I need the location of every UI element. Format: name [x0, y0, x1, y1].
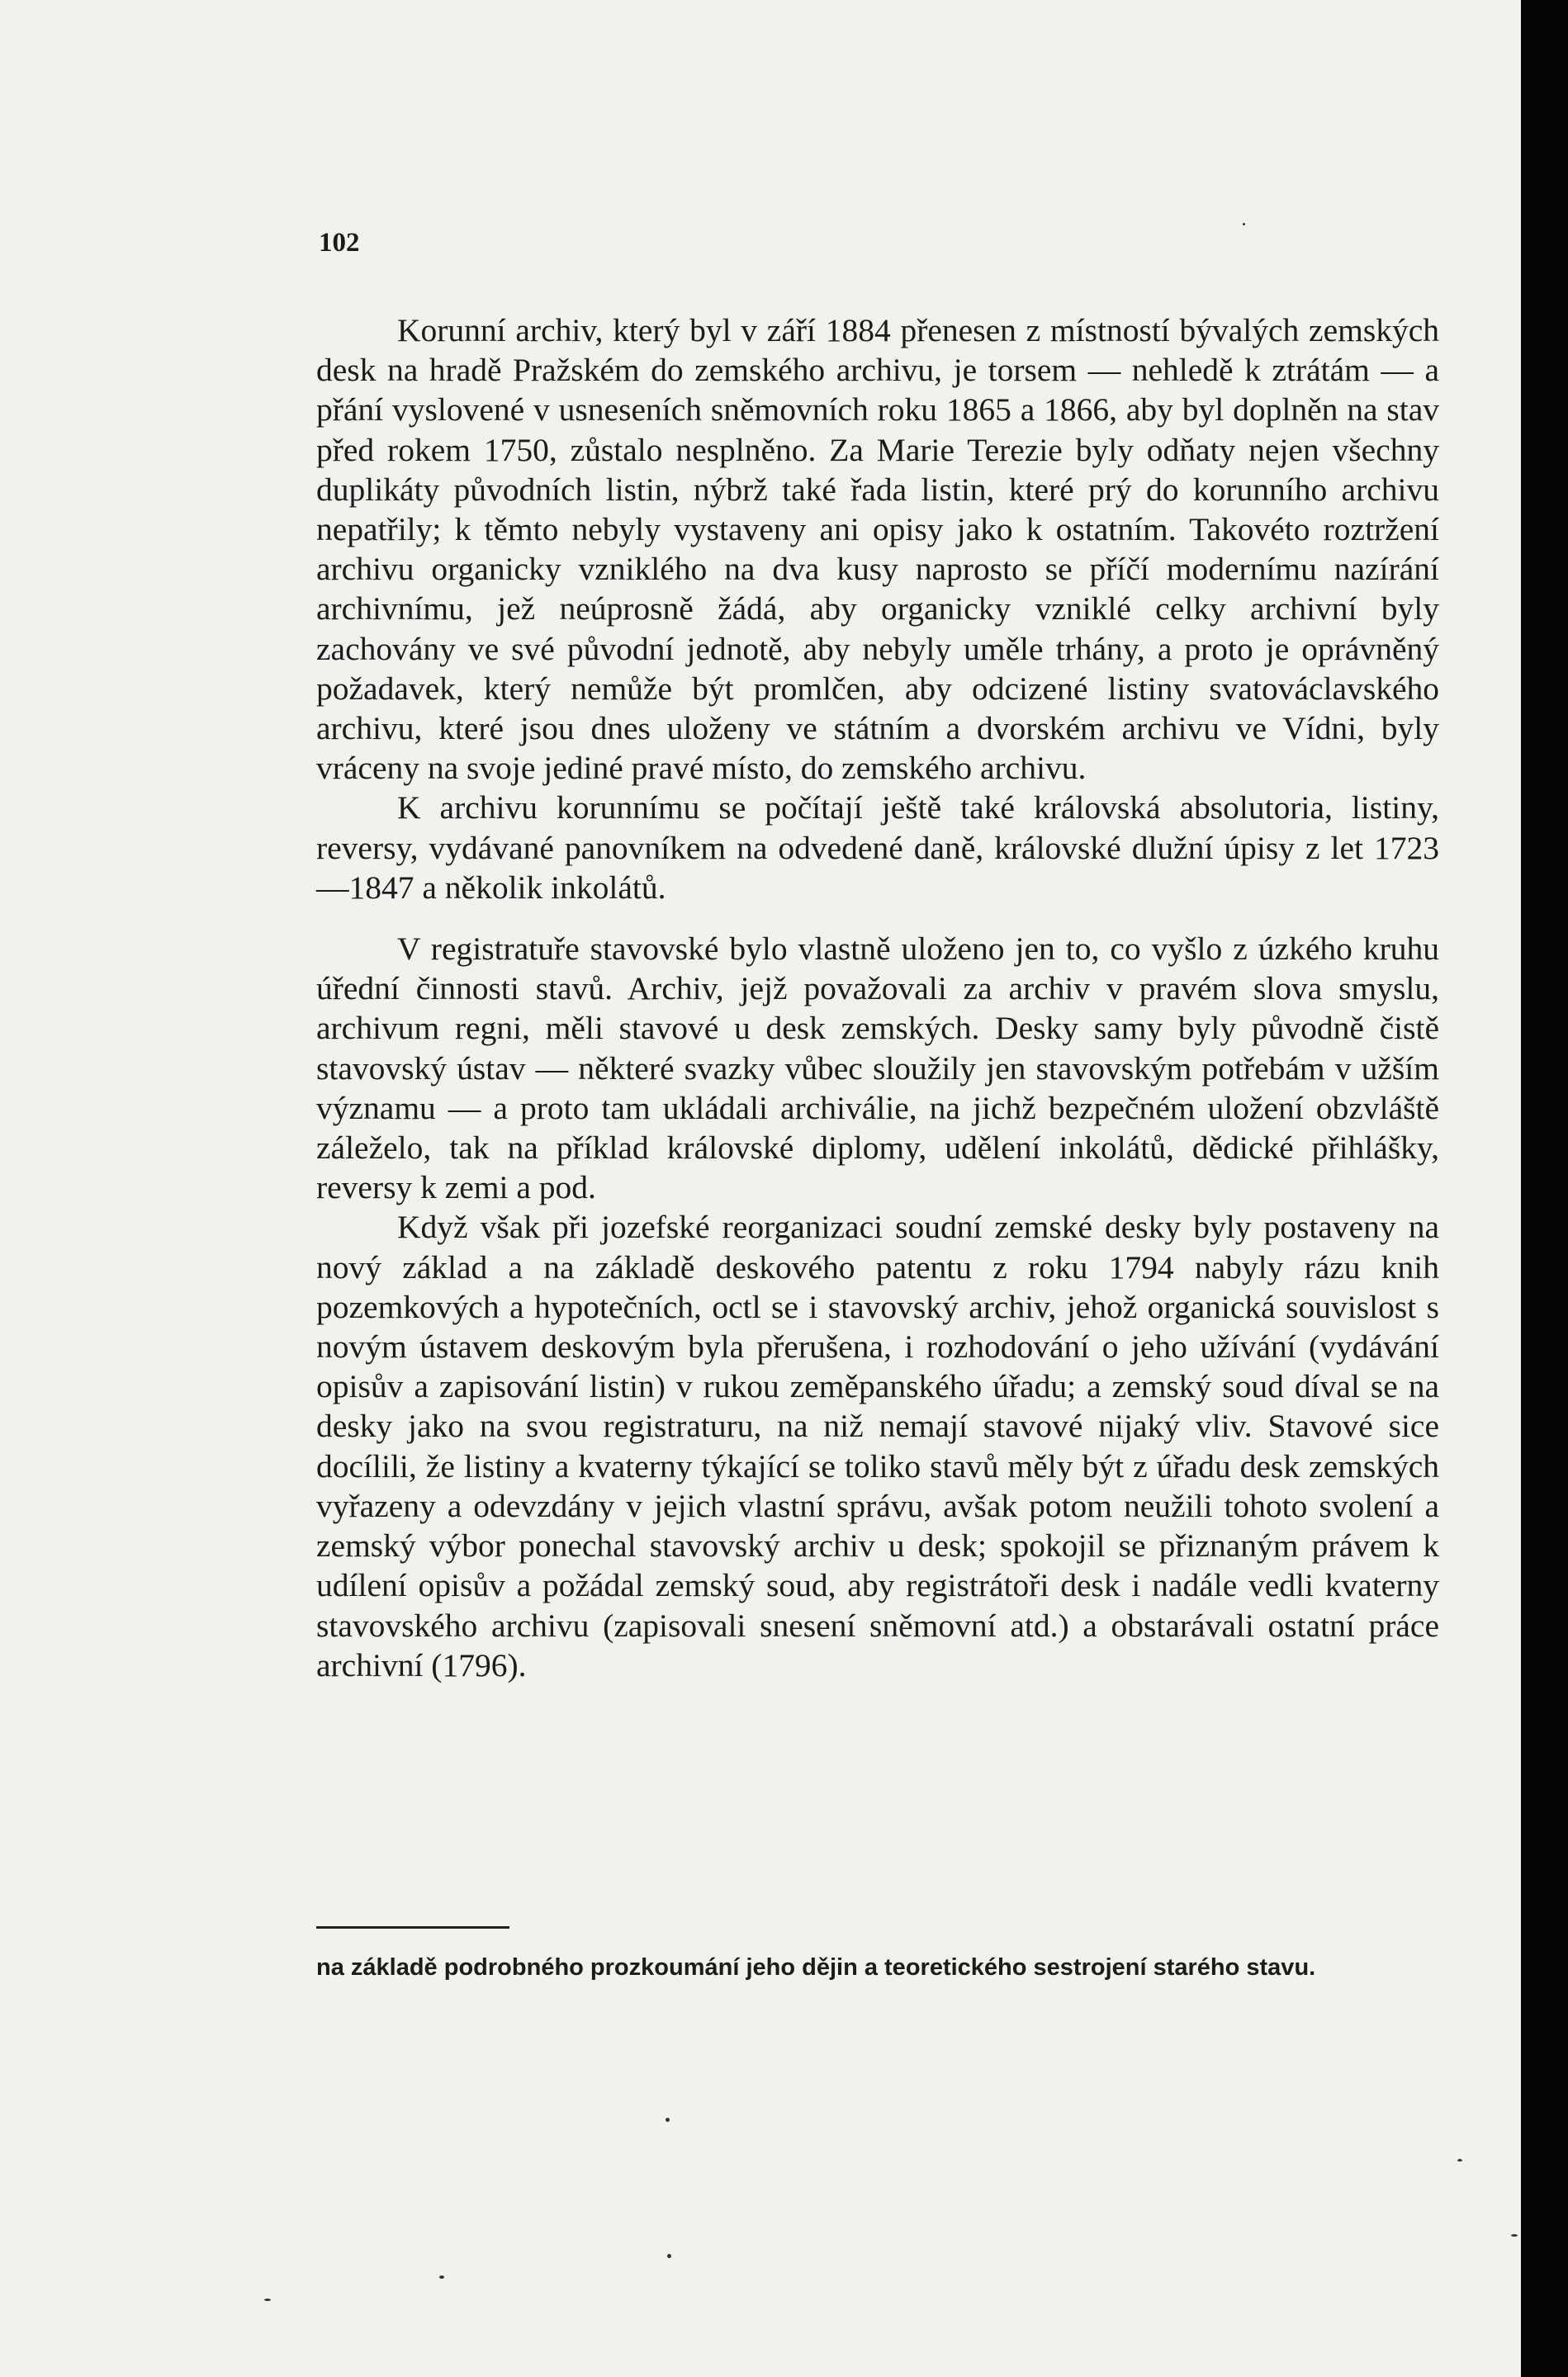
scan-speck — [1511, 2234, 1518, 2237]
scan-speck — [439, 2275, 444, 2279]
footnote: na základě podrobného prozkoumání jeho dějin a teoretického sestrojení starého stavu. — [316, 1954, 1316, 1981]
scan-speck — [1243, 223, 1245, 225]
body-text — [316, 310, 1439, 1685]
scan-speck — [667, 2254, 671, 2258]
scan-speck — [264, 2299, 271, 2301]
paragraph: Korunní archiv, který byl v září 1884 přenesen z místností bývalých zemských desk na hradě Pražském do zemského archivu, je torsem — nehledě k ztrátám — a přání vyslovené v usneseních sněmovních roku 1865 a 1866, aby byl doplněn na stav před rokem 1750, zůstalo nesplněno. Za Marie Terezie byly odňaty nejen všechny duplikáty původních listin, nýbrž také řada listin, které prý do korunního archivu nepatřily; k těmto nebyly vystaveny ani opisy jako k ostatním. Takovéto roztržení archivu organicky vzniklého na dva kusy naprosto se příčí modernímu nazírání archivnímu, jež neúprosně žádá, aby organicky vzniklé celky archivní byly zachovány ve své původní jednotě, aby nebyly uměle trhány, a proto je oprávněný požadavek, který nemůže být promlčen, aby odcizené listiny svatováclavského archivu, které jsou dnes uloženy ve státním a dvorském archivu ve Vídni, byly vráceny na svoje jediné pravé místo, do zemského archivu. — [316, 312, 1439, 787]
scan-speck — [666, 2118, 670, 2122]
paragraph: Když však při jozefské reorganizaci soudní zemské desky byly postaveny na nový základ a na základě deskového patentu z roku 1794 nabyly rázu knih pozemkových a hypotečních, octl se i stavovský archiv, jehož organická souvislost s novým ústavem deskovým byla přerušena, i rozhodování o jeho užívání (vydávání opisův a zapisování listin) v rukou zeměpanského úřadu; a zemský soud díval se na desky jako na svou registraturu, na niž nemají stavové nijaký vliv. Stavové sice docílili, že listiny a kvaterny týkající se toliko stavů měly být z úřadu desk zemských vyřazeny a odevzdány v jejich vlastní správu, avšak potom neužili tohoto svolení a zemský výbor ponechal stavovský archiv u desk; spokojil se přiznaným právem k udílení opisův a požádal zemský soud, aby registrátoři desk i nadále vedli kvaterny stavovského archivu (zapisovali snesení sněmovní atd.) a obstarávali ostatní práce archivní (1796). — [316, 1209, 1439, 1683]
page-number: 102 — [319, 228, 360, 258]
paragraph: K archivu korunnímu se počítají ještě také královská absolutoria, listiny, reversy, vydávané panovníkem na odvedené daně, královské dlužní úpisy z let 1723—1847 a několik inkolátů. — [316, 789, 1439, 906]
footnote-separator — [316, 1926, 509, 1929]
paragraph: V registratuře stavovské bylo vlastně uloženo jen to, co vyšlo z úzkého kruhu úřední činnosti stavů. Archiv, jejž považovali za archiv v pravém slova smyslu, archivum regni, měli stavové u desk zemských. Desky samy byly původně čistě stavovský ústav — některé svazky vůbec sloužily jen stavovským potřebám v užším významu — a proto tam ukládali archiválie, na jichž bezpečném uložení obzvláště záleželo, tak na příklad královské diplomy, udělení inkolátů, dědické přihlášky, reversy k zemi a pod. — [316, 930, 1439, 1206]
scan-speck — [1457, 2159, 1462, 2162]
scan-border — [1521, 0, 1568, 2377]
